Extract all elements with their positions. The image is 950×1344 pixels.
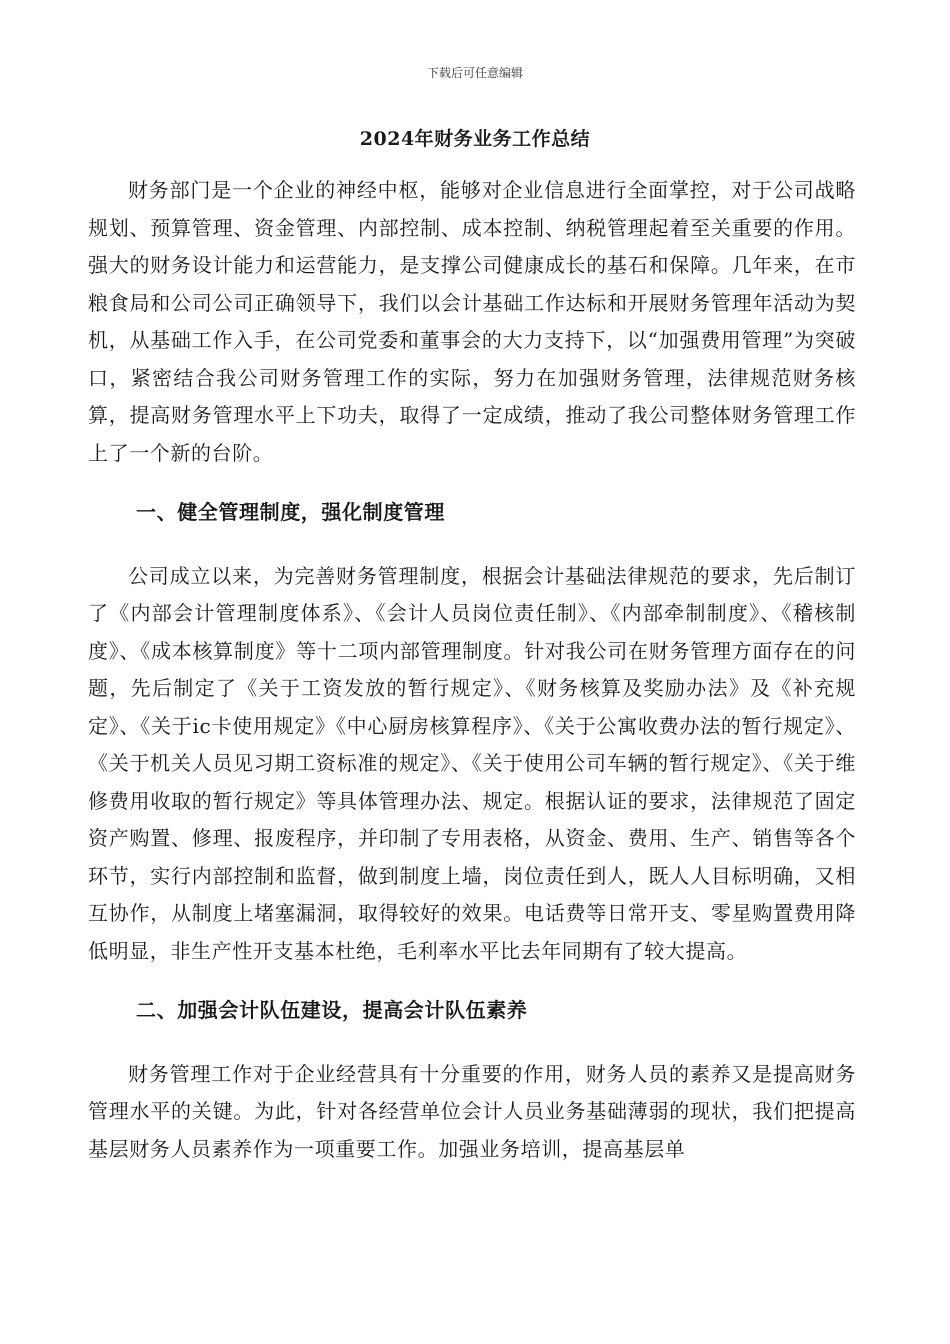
document-title: 2024年财务业务工作总结: [359, 128, 591, 150]
spacer: [88, 532, 856, 558]
spacer: [88, 1030, 856, 1056]
document-body: [88, 172, 856, 1168]
section-heading-2: 二、加强会计队伍建设，提高会计队伍素养: [136, 998, 528, 1022]
header-note: 下载后可任意编辑: [426, 66, 523, 80]
intro-paragraph: 财务部门是一个企业的神经中枢，能够对企业信息进行全面掌控，对于公司战略规划、预算管理、资金管理、内部控制、成本控制、纳税管理起着至关重要的作用。强大的财务设计能力和运营能力，是支撑公司健康成长的基石和保障。几年来，在市粮食局和公司公司正确领导下，我们以会计基础工作达标和开展财务管理年活动为契机，从基础工作入手，在公司党委和董事会的大力支持下，以“加强费用管理”为突破口，紧密结合我公司财务管理工作的实际，努力在加强财务管理，法律规范财务核算，提高财务管理水平上下功夫，取得了一定成绩，推动了我公司整体财务管理工作上了一个新的台阶。: [88, 178, 856, 465]
section-body-1: 公司成立以来，为完善财务管理制度，根据会计基础法律规范的要求，先后制订了《内部会计管理制度体系》、《会计人员岗位责任制》、《内部牵制制度》、《稽核制度》、《成本核算制度》等十二项内部管理制度。针对我公司在财务管理方面存在的问题，先后制定了《关于工资发放的暂行规定》、《财务核算及奖励办法》及《补充规定》、《关于ic卡使用规定》《中心厨房核算程序》、《关于公寓收费办法的暂行规定》、《关于机关人员见习期工资标准的规定》、《关于使用公司车辆的暂行规定》、《关于维修费用收取的暂行规定》等具体管理办法、规定。根据认证的要求，法律规范了固定资产购置、修理、报废程序，并印制了专用表格，从资金、费用、生产、销售等各个环节，实行内部控制和监督，做到制度上墙，岗位责任到人，既人人目标明确，又相互协作，从制度上堵塞漏洞，取得较好的效果。电话费等日常开支、零星购置费用降低明显，非生产性开支基本杜绝，毛利率水平比去年同期有了较大提高。: [88, 563, 856, 963]
section-body-2: 财务管理工作对于企业经营具有十分重要的作用，财务人员的素养又是提高财务管理水平的关键。为此，针对各经营单位会计人员业务基础薄弱的现状，我们把提高基层财务人员素养作为一项重要工作。加强业务培训，提高基层单: [88, 1061, 856, 1161]
spacer: [88, 970, 856, 992]
spacer: [88, 472, 856, 494]
section-heading-1: 一、健全管理制度，强化制度管理: [136, 500, 445, 524]
